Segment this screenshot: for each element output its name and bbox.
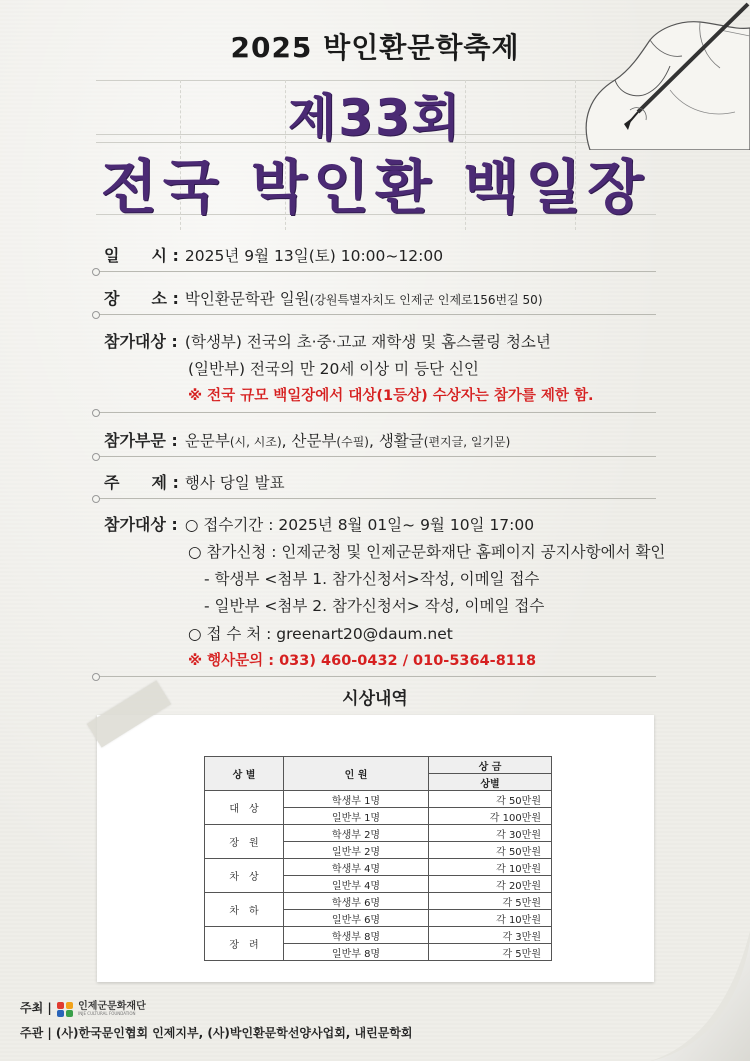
- application-period: ○ 접수기간 : 2025년 8월 01일~ 9월 10일 17:00: [180, 516, 535, 534]
- prize-amount: 각 50만원: [429, 842, 552, 859]
- theme-value: 행사 당일 발표: [180, 474, 285, 492]
- divider: [96, 412, 656, 413]
- theme-row: [104, 470, 285, 493]
- organizer-row: [20, 1024, 413, 1041]
- table-row: [205, 893, 552, 910]
- people-count: 학생부 8명: [284, 927, 429, 944]
- prize-amount: 각 20만원: [429, 876, 552, 893]
- date-row: [104, 243, 443, 266]
- prize-amount: 각 100만원: [429, 808, 552, 825]
- divider: [96, 314, 656, 315]
- people-count: 일반부 2명: [284, 842, 429, 859]
- divider: [96, 271, 656, 272]
- header-prize-sub: 상별: [429, 774, 552, 791]
- category-prose: , 산문부: [281, 432, 337, 450]
- people-count: 학생부 2명: [284, 825, 429, 842]
- header-award: 상 별: [205, 757, 284, 791]
- foundation-logo-icon: [56, 1000, 74, 1018]
- people-count: 학생부 1명: [284, 791, 429, 808]
- category-verse-detail: (시, 시조): [229, 435, 282, 449]
- host-label: 주최 |: [20, 1001, 52, 1015]
- foundation-logo-text: 인제군문화재단: [78, 1000, 146, 1012]
- inquiry-contact: ※ 행사문의 : 033) 460-0432 / 010-5364-8118: [188, 653, 537, 669]
- inje-foundation-logo: [56, 1000, 146, 1018]
- people-count: 일반부 8명: [284, 944, 429, 961]
- category-life: , 생활글: [368, 432, 424, 450]
- host-row: [20, 999, 146, 1018]
- eligibility-label: 참가대상 :: [104, 332, 178, 351]
- event-main-title: 전국 박인환 백일장: [100, 153, 650, 221]
- categories-row: [104, 428, 510, 451]
- people-count: 학생부 4명: [284, 859, 429, 876]
- header-prize: 상 금: [429, 757, 552, 774]
- awards-section-title: 시상내역: [342, 689, 408, 709]
- people-count: 일반부 4명: [284, 876, 429, 893]
- table-header-row: [205, 757, 552, 774]
- place-detail: (강원특별자치도 인제군 인제로156번길 50): [309, 293, 543, 307]
- award-name: 차 하: [205, 893, 284, 927]
- eligibility-general: (일반부) 전국의 만 20세 이상 미 등단 신인: [188, 360, 479, 378]
- prize-amount: 각 30만원: [429, 825, 552, 842]
- application-student: - 학생부 <첨부 1. 참가신청서>작성, 이메일 접수: [204, 570, 540, 588]
- application-label: 참가대상 :: [104, 515, 178, 534]
- application-method: ○ 참가신청 : 인제군청 및 인제군문화재단 홈페이지 공지사항에서 확인: [188, 543, 666, 561]
- application-general: - 일반부 <첨부 2. 참가신청서> 작성, 이메일 접수: [204, 597, 545, 615]
- table-row: [205, 791, 552, 808]
- table-row: [205, 927, 552, 944]
- header-people: 인 원: [284, 757, 429, 791]
- award-name: 대 상: [205, 791, 284, 825]
- prize-amount: 각 10만원: [429, 859, 552, 876]
- event-edition-title: 제33회: [287, 89, 463, 147]
- prize-amount: 각 50만원: [429, 791, 552, 808]
- divider: [96, 456, 656, 457]
- award-name: 차 상: [205, 859, 284, 893]
- people-count: 학생부 6명: [284, 893, 429, 910]
- eligibility-student: (학생부) 전국의 초·중·고교 재학생 및 홈스쿨링 청소년: [180, 333, 551, 351]
- foundation-logo-subtext: INJE CULTURAL FOUNDATION: [78, 1010, 136, 1016]
- people-count: 일반부 1명: [284, 808, 429, 825]
- date-value: 2025년 9월 13일(토) 10:00~12:00: [180, 247, 444, 265]
- prize-amount: 각 10만원: [429, 910, 552, 927]
- categories-label: 참가부문 :: [104, 431, 178, 450]
- prize-amount: 각 5만원: [429, 893, 552, 910]
- festival-subtitle: 2025 박인환문학축제: [230, 31, 520, 64]
- eligibility-row: [104, 329, 551, 352]
- place-value: 박인환문학관 일원: [180, 290, 310, 308]
- organizer-value: (사)한국문인협회 인제지부, (사)박인환문학선양사업회, 내린문학회: [51, 1026, 413, 1040]
- prize-amount: 각 5만원: [429, 944, 552, 961]
- category-verse: 운문부: [180, 432, 230, 450]
- table-row: [205, 859, 552, 876]
- prize-amount: 각 3만원: [429, 927, 552, 944]
- award-name: 장 려: [205, 927, 284, 961]
- theme-label: 주 제 :: [104, 473, 179, 492]
- page-curl-decoration: [630, 931, 750, 1061]
- table-row: [205, 825, 552, 842]
- eligibility-note: ※ 전국 규모 백일장에서 대상(1등상) 수상자는 참가를 제한 함.: [188, 388, 594, 404]
- awards-table: [204, 756, 552, 961]
- date-label: 일 시 :: [104, 246, 179, 265]
- organizer-label: 주관 |: [20, 1026, 52, 1040]
- divider: [96, 676, 656, 677]
- category-life-detail: (편지글, 일기문): [423, 435, 511, 449]
- divider: [96, 498, 656, 499]
- people-count: 일반부 6명: [284, 910, 429, 927]
- application-row: [104, 512, 534, 535]
- place-label: 장 소 :: [104, 289, 179, 308]
- award-name: 장 원: [205, 825, 284, 859]
- place-row: [104, 286, 543, 309]
- application-email[interactable]: ○ 접 수 처 : greenart20@daum.net: [188, 625, 453, 643]
- category-prose-detail: (수필): [336, 435, 369, 449]
